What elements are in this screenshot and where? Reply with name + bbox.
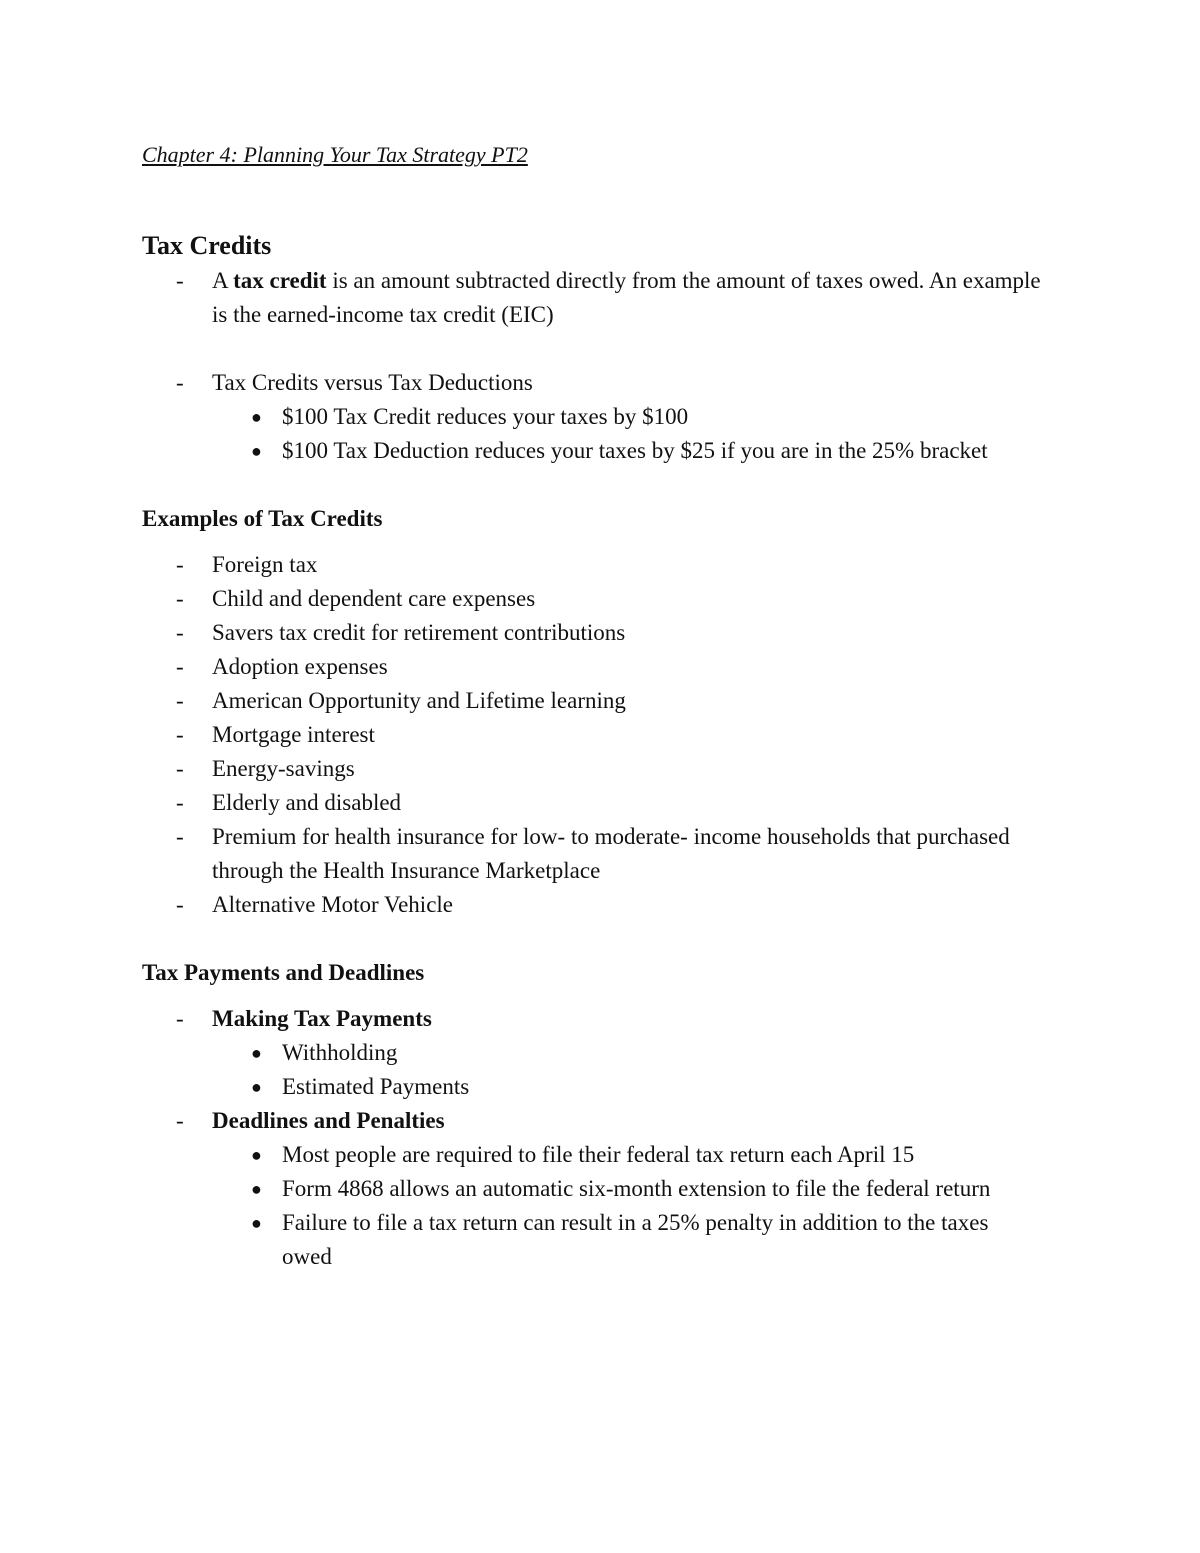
dash-marker: - xyxy=(176,370,184,395)
credits-vs-deductions xyxy=(142,366,1042,468)
list-item xyxy=(142,888,1042,922)
dash-marker: - xyxy=(176,620,184,645)
list-item-text: Adoption expenses xyxy=(212,654,388,679)
dash-marker: - xyxy=(176,1006,184,1031)
dash-marker: - xyxy=(176,790,184,815)
bullet-marker: ● xyxy=(251,1077,262,1097)
list-item-text: Estimated Payments xyxy=(282,1074,470,1099)
list-item-text: Mortgage interest xyxy=(212,722,375,747)
list-item-text: Foreign tax xyxy=(212,552,318,577)
chapter-title: Chapter 4: Planning Your Tax Strategy PT2 xyxy=(142,142,528,167)
list-item-text: Premium for health insurance for low- to moderate- income households that purchased through the Health Insurance Marketplace xyxy=(212,824,1010,883)
deadlines-section xyxy=(142,1104,1042,1274)
examples-list xyxy=(142,548,1042,922)
list-item-text: Savers tax credit for retirement contributions xyxy=(212,620,626,645)
tax-credits-heading: Tax Credits xyxy=(142,231,272,260)
spacer xyxy=(142,922,1042,956)
comparison-item xyxy=(212,434,1042,468)
list-item xyxy=(212,1138,1042,1172)
bullet-marker: ● xyxy=(251,1179,262,1199)
examples-heading: Examples of Tax Credits xyxy=(142,506,383,531)
dash-marker: - xyxy=(176,722,184,747)
definition-prefix: A xyxy=(212,268,234,293)
making-payments-label: Making Tax Payments xyxy=(212,1006,432,1031)
comparison-item xyxy=(212,400,1042,434)
dash-marker: - xyxy=(176,688,184,713)
list-item xyxy=(142,786,1042,820)
bullet-marker: ● xyxy=(251,407,262,427)
dash-marker: - xyxy=(176,268,184,293)
making-payments-bullets xyxy=(212,1036,1042,1104)
bullet-marker: ● xyxy=(251,1213,262,1233)
bullet-marker: ● xyxy=(251,1145,262,1165)
list-item-text: Child and dependent care expenses xyxy=(212,586,536,611)
list-item-text: Form 4868 allows an automatic six-month extension to file the federal return xyxy=(282,1176,991,1201)
list-item-text: American Opportunity and Lifetime learning xyxy=(212,688,626,713)
dash-marker: - xyxy=(176,756,184,781)
deadlines-label: Deadlines and Penalties xyxy=(212,1108,445,1133)
spacer xyxy=(142,332,1042,366)
list-item xyxy=(142,718,1042,752)
spacer xyxy=(142,536,1042,548)
payments-list xyxy=(142,1002,1042,1274)
list-item xyxy=(142,752,1042,786)
list-item xyxy=(142,650,1042,684)
dash-marker: - xyxy=(176,892,184,917)
comparison-bullets xyxy=(212,400,1042,468)
tax-credit-definition xyxy=(142,264,1042,332)
deadlines-bullets xyxy=(212,1138,1042,1274)
list-item-text: Most people are required to file their federal tax return each April 15 xyxy=(282,1142,915,1167)
list-item xyxy=(212,1070,1042,1104)
list-item-text: Elderly and disabled xyxy=(212,790,402,815)
making-payments-section xyxy=(142,1002,1042,1104)
list-item-text: Failure to file a tax return can result in a 25% penalty in addition to the taxes owed xyxy=(282,1210,989,1269)
payments-heading: Tax Payments and Deadlines xyxy=(142,960,425,985)
spacer xyxy=(142,990,1042,1002)
list-item xyxy=(142,820,1042,888)
bullet-marker: ● xyxy=(251,1043,262,1063)
dash-marker: - xyxy=(176,654,184,679)
definition-rest: is an amount subtracted directly from the amount of taxes owed. An example is the earned-income tax credit (EIC) xyxy=(212,268,1041,327)
dash-marker: - xyxy=(176,824,184,849)
list-item xyxy=(142,684,1042,718)
list-item xyxy=(142,548,1042,582)
comparison-item-text: $100 Tax Deduction reduces your taxes by $25 if you are in the 25% bracket xyxy=(282,438,988,463)
list-item xyxy=(142,616,1042,650)
list-item xyxy=(212,1172,1042,1206)
bullet-marker: ● xyxy=(251,441,262,461)
tax-credits-list xyxy=(142,264,1042,468)
comparison-item-text: $100 Tax Credit reduces your taxes by $100 xyxy=(282,404,689,429)
comparison-label: Tax Credits versus Tax Deductions xyxy=(212,370,533,395)
dash-marker: - xyxy=(176,586,184,611)
list-item xyxy=(212,1036,1042,1070)
list-item-text: Withholding xyxy=(282,1040,398,1065)
spacer xyxy=(142,468,1042,502)
list-item xyxy=(142,582,1042,616)
document-content xyxy=(142,138,1042,1274)
list-item-text: Energy-savings xyxy=(212,756,355,781)
definition-term: tax credit xyxy=(233,268,327,293)
list-item-text: Alternative Motor Vehicle xyxy=(212,892,454,917)
dash-marker: - xyxy=(176,552,184,577)
dash-marker: - xyxy=(176,1108,184,1133)
list-item xyxy=(212,1206,1042,1274)
